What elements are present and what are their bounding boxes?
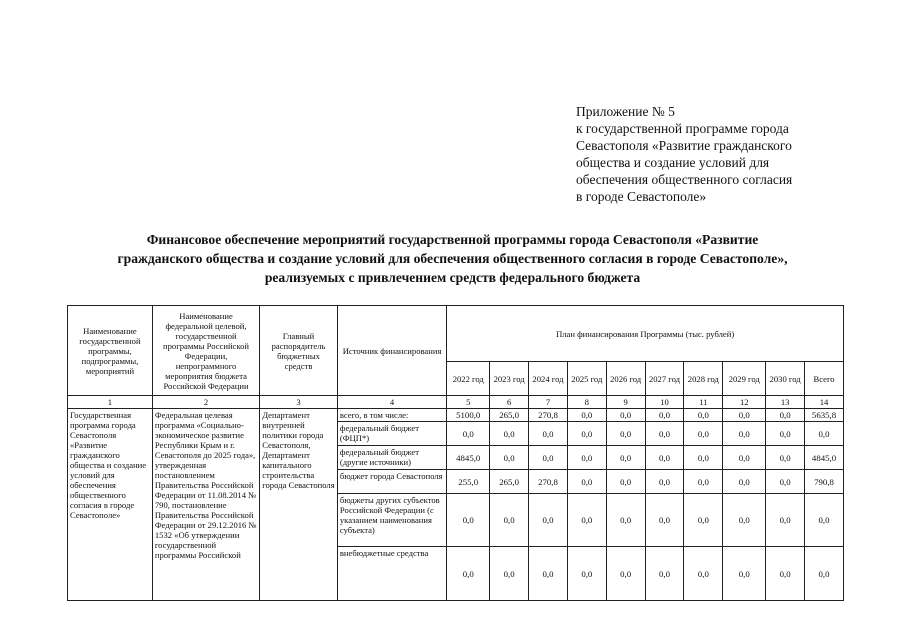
value-cell: 790,8 bbox=[805, 470, 844, 494]
value-cell: 0,0 bbox=[567, 547, 606, 601]
funding-source-cell: бюджеты других субъектов Российской Федерации (с указанием наименования субъекта) bbox=[337, 494, 446, 547]
value-cell: 0,0 bbox=[766, 547, 805, 601]
column-index: 11 bbox=[684, 396, 723, 409]
column-index: 14 bbox=[805, 396, 844, 409]
column-index: 3 bbox=[260, 396, 338, 409]
value-cell: 0,0 bbox=[645, 470, 684, 494]
value-cell: 0,0 bbox=[805, 494, 844, 547]
value-cell: 0,0 bbox=[490, 446, 529, 470]
value-cell: 0,0 bbox=[766, 409, 805, 422]
value-cell: 265,0 bbox=[490, 470, 529, 494]
header-funding-source: Источник финансирования bbox=[337, 306, 446, 396]
value-cell: 0,0 bbox=[766, 446, 805, 470]
value-cell: 0,0 bbox=[567, 494, 606, 547]
value-cell: 0,0 bbox=[684, 422, 723, 446]
column-index: 7 bbox=[529, 396, 568, 409]
value-cell: 0,0 bbox=[606, 547, 645, 601]
value-cell: 0,0 bbox=[490, 547, 529, 601]
value-cell: 270,8 bbox=[529, 470, 568, 494]
value-cell: 0,0 bbox=[645, 494, 684, 547]
header-year: 2029 год bbox=[723, 362, 766, 396]
value-cell: 0,0 bbox=[567, 422, 606, 446]
column-index: 13 bbox=[766, 396, 805, 409]
value-cell: 0,0 bbox=[529, 547, 568, 601]
header-year: 2030 год bbox=[766, 362, 805, 396]
appendix-line: обеспечения общественного согласия bbox=[576, 172, 793, 187]
appendix-line: в городе Севастополе» bbox=[576, 189, 707, 204]
header-year: 2026 год bbox=[606, 362, 645, 396]
value-cell: 0,0 bbox=[723, 470, 766, 494]
value-cell: 0,0 bbox=[529, 494, 568, 547]
value-cell: 255,0 bbox=[447, 470, 490, 494]
title-line: гражданского общества и создание условий для обеспечения общественного согласия в городе Севастополе», bbox=[117, 251, 788, 266]
value-cell: 0,0 bbox=[684, 446, 723, 470]
header-year: 2024 год bbox=[529, 362, 568, 396]
value-cell: 0,0 bbox=[567, 409, 606, 422]
value-cell: 0,0 bbox=[606, 409, 645, 422]
value-cell: 0,0 bbox=[490, 422, 529, 446]
value-cell: 4845,0 bbox=[805, 446, 844, 470]
value-cell: 0,0 bbox=[723, 409, 766, 422]
value-cell: 0,0 bbox=[447, 494, 490, 547]
title-line: реализуемых с привлечением средств федерального бюджета bbox=[264, 270, 641, 285]
value-cell: 0,0 bbox=[529, 446, 568, 470]
header-year: 2022 год bbox=[447, 362, 490, 396]
column-index: 12 bbox=[723, 396, 766, 409]
program-name-cell: Государственная программа города Севастополя «Развитие гражданского общества и создание условий для обеспечения общественного согласия в городе Севастополе» bbox=[68, 409, 153, 601]
value-cell: 0,0 bbox=[606, 422, 645, 446]
column-index: 1 bbox=[68, 396, 153, 409]
value-cell: 4845,0 bbox=[447, 446, 490, 470]
value-cell: 0,0 bbox=[447, 422, 490, 446]
value-cell: 0,0 bbox=[645, 547, 684, 601]
value-cell: 0,0 bbox=[684, 494, 723, 547]
value-cell: 0,0 bbox=[723, 422, 766, 446]
appendix-line: Севастополя «Развитие гражданского bbox=[576, 138, 792, 153]
value-cell: 0,0 bbox=[766, 422, 805, 446]
header-financing-plan: План финансирования Программы (тыс. рублей) bbox=[447, 306, 844, 362]
column-index: 2 bbox=[152, 396, 259, 409]
header-year: 2028 год bbox=[684, 362, 723, 396]
column-index: 5 bbox=[447, 396, 490, 409]
value-cell: 0,0 bbox=[723, 446, 766, 470]
value-cell: 0,0 bbox=[567, 470, 606, 494]
federal-program-cell: Федеральная целевая программа «Социально-экономическое развитие Республики Крым и г. Севастополя до 2025 года», утвержденная постановлением Правительства Российской Федерации от 11.08.2014 № 790, постановление Правительства Российской Федерации от 29.12.2016 № 1532 «Об утверждении государственной программы Российской bbox=[152, 409, 259, 601]
column-index: 6 bbox=[490, 396, 529, 409]
value-cell: 0,0 bbox=[567, 446, 606, 470]
table-row bbox=[68, 409, 844, 422]
column-index: 10 bbox=[645, 396, 684, 409]
header-year: 2023 год bbox=[490, 362, 529, 396]
header-year: 2025 год bbox=[567, 362, 606, 396]
column-index-row bbox=[68, 396, 844, 409]
header-year: 2027 год bbox=[645, 362, 684, 396]
document-title bbox=[40, 230, 865, 287]
value-cell: 0,0 bbox=[723, 547, 766, 601]
value-cell: 0,0 bbox=[490, 494, 529, 547]
column-index: 4 bbox=[337, 396, 446, 409]
value-cell: 0,0 bbox=[645, 409, 684, 422]
value-cell: 0,0 bbox=[723, 494, 766, 547]
value-cell: 0,0 bbox=[447, 547, 490, 601]
value-cell: 0,0 bbox=[529, 422, 568, 446]
appendix-line: Приложение № 5 bbox=[576, 104, 675, 119]
header-program-name: Наименование государственной программы, подпрограммы, мероприятий bbox=[68, 306, 153, 396]
column-index: 8 bbox=[567, 396, 606, 409]
value-cell: 5100,0 bbox=[447, 409, 490, 422]
financing-table bbox=[67, 305, 844, 601]
value-cell: 5635,8 bbox=[805, 409, 844, 422]
value-cell: 0,0 bbox=[645, 446, 684, 470]
title-line: Финансовое обеспечение мероприятий государственной программы города Севастополя «Развитие bbox=[146, 232, 759, 247]
header-budget-manager: Главный распорядитель бюджетных средств bbox=[260, 306, 338, 396]
appendix-line: к государственной программе города bbox=[576, 121, 789, 136]
funding-source-cell: всего, в том числе: bbox=[337, 409, 446, 422]
value-cell: 0,0 bbox=[766, 470, 805, 494]
value-cell: 0,0 bbox=[606, 470, 645, 494]
value-cell: 0,0 bbox=[805, 547, 844, 601]
funding-source-cell: бюджет города Севастополя bbox=[337, 470, 446, 494]
value-cell: 270,8 bbox=[529, 409, 568, 422]
value-cell: 0,0 bbox=[606, 494, 645, 547]
header-total: Всего bbox=[805, 362, 844, 396]
value-cell: 0,0 bbox=[805, 422, 844, 446]
value-cell: 0,0 bbox=[684, 409, 723, 422]
value-cell: 265,0 bbox=[490, 409, 529, 422]
appendix-line: общества и создание условий для bbox=[576, 155, 770, 170]
value-cell: 0,0 bbox=[766, 494, 805, 547]
value-cell: 0,0 bbox=[645, 422, 684, 446]
value-cell: 0,0 bbox=[684, 547, 723, 601]
value-cell: 0,0 bbox=[684, 470, 723, 494]
appendix-note bbox=[576, 103, 876, 205]
column-index: 9 bbox=[606, 396, 645, 409]
funding-source-cell: федеральный бюджет (ФЦП*) bbox=[337, 422, 446, 446]
value-cell: 0,0 bbox=[606, 446, 645, 470]
header-federal-program: Наименование федеральной целевой, государственной программы Российской Федерации, непрограммного мероприятия бюджета Российской Федерации bbox=[152, 306, 259, 396]
funding-source-cell: федеральный бюджет (другие источники) bbox=[337, 446, 446, 470]
header-row-top bbox=[68, 306, 844, 362]
budget-manager-cell: Департамент внутренней политики города Севастополя, Департамент капитального строительства города Севастополя bbox=[260, 409, 338, 601]
funding-source-cell: внебюджетные средства bbox=[337, 547, 446, 601]
